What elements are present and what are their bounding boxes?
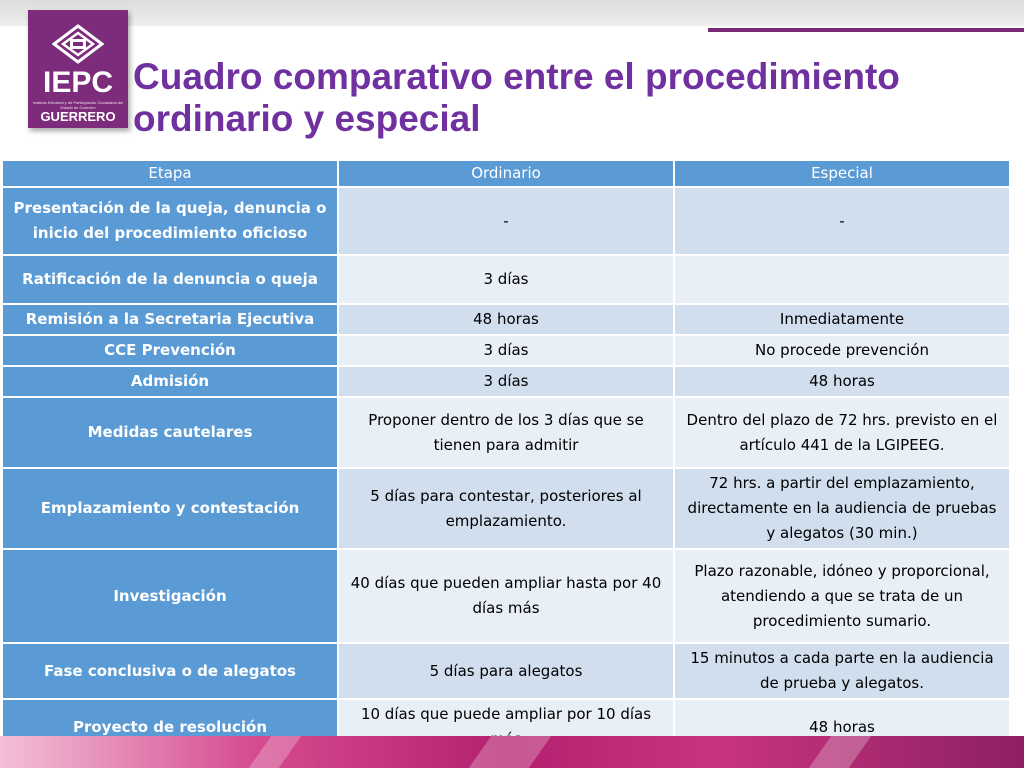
- cell-etapa: Presentación de la queja, denuncia o inicio del procedimiento oficioso: [2, 187, 338, 255]
- cell-especial: [674, 255, 1010, 304]
- cell-etapa: Admisión: [2, 366, 338, 397]
- top-accent-line: [708, 28, 1024, 32]
- cell-ordinario: 3 días: [338, 335, 674, 366]
- cell-especial: No procede prevención: [674, 335, 1010, 366]
- table-row: [2, 549, 1010, 643]
- logo-acronym: IEPC: [42, 66, 114, 99]
- header-ordinario: Ordinario: [338, 160, 674, 187]
- cell-ordinario: 3 días: [338, 255, 674, 304]
- cell-etapa: Emplazamiento y contestación: [2, 468, 338, 549]
- cell-etapa: CCE Prevención: [2, 335, 338, 366]
- cell-ordinario: 40 días que pueden ampliar hasta por 40 días más: [338, 549, 674, 643]
- iepc-emblem-icon: [52, 24, 104, 64]
- cell-especial: 15 minutos a cada parte en la audiencia de prueba y alegatos.: [674, 643, 1010, 699]
- table-row: [2, 643, 1010, 699]
- cell-ordinario: 5 días para contestar, posteriores al emplazamiento.: [338, 468, 674, 549]
- logo-state: GUERRERO: [40, 109, 116, 124]
- cell-ordinario: 10 días que puede ampliar por 10 días: [338, 699, 674, 755]
- iepc-logo: [28, 10, 128, 128]
- cell-ordinario: -: [338, 187, 674, 255]
- comparison-table: [1, 159, 1011, 756]
- cell-etapa: Ratificación de la denuncia o queja: [2, 255, 338, 304]
- cell-especial: Inmediatamente: [674, 304, 1010, 335]
- cell-etapa: Proyecto de resolución: [2, 699, 338, 755]
- table-row: [2, 366, 1010, 397]
- header-etapa: Etapa: [2, 160, 338, 187]
- top-band: [0, 0, 1024, 26]
- table-row: [2, 255, 1010, 304]
- cell-especial: Plazo razonable, idóneo y proporcional, atendiendo a que se trata de un procedimiento sumario.: [674, 549, 1010, 643]
- cell-ordinario: 48 horas: [338, 304, 674, 335]
- cell-especial: Dentro del plazo de 72 hrs. previsto en el artículo 441 de la LGIPEEG.: [674, 397, 1010, 468]
- band-stripe: [809, 736, 871, 768]
- table-row: [2, 304, 1010, 335]
- cell-especial: 48 horas: [674, 366, 1010, 397]
- cell-etapa: Fase conclusiva o de alegatos: [2, 643, 338, 699]
- bottom-decorative-band: [0, 736, 1024, 768]
- cell-etapa: Investigación: [2, 549, 338, 643]
- table-row: [2, 335, 1010, 366]
- table-header-row: [2, 160, 1010, 187]
- logo-subtitle: Instituto Electoral y de Participación Ciudadana del Estado de Guerrero: [32, 100, 124, 110]
- cell-ordinario: 5 días para alegatos: [338, 643, 674, 699]
- cell-ordinario: Proponer dentro de los 3 días que se tienen para admitir: [338, 397, 674, 468]
- page-title: Cuadro comparativo entre el procedimiento ordinario y especial: [133, 56, 900, 139]
- cell-ordinario: 3 días: [338, 366, 674, 397]
- cell-especial: 72 hrs. a partir del emplazamiento, directamente en la audiencia de pruebas y alegatos (30 min.): [674, 468, 1010, 549]
- header-especial: Especial: [674, 160, 1010, 187]
- table-row: [2, 187, 1010, 255]
- cell-etapa: Medidas cautelares: [2, 397, 338, 468]
- cell-etapa: Remisión a la Secretaria Ejecutiva: [2, 304, 338, 335]
- table-row: [2, 397, 1010, 468]
- band-stripe: [469, 736, 551, 768]
- band-stripe: [249, 736, 301, 768]
- cell-especial: -: [674, 187, 1010, 255]
- cell-especial: 48 horas: [674, 699, 1010, 755]
- table-row: [2, 468, 1010, 549]
